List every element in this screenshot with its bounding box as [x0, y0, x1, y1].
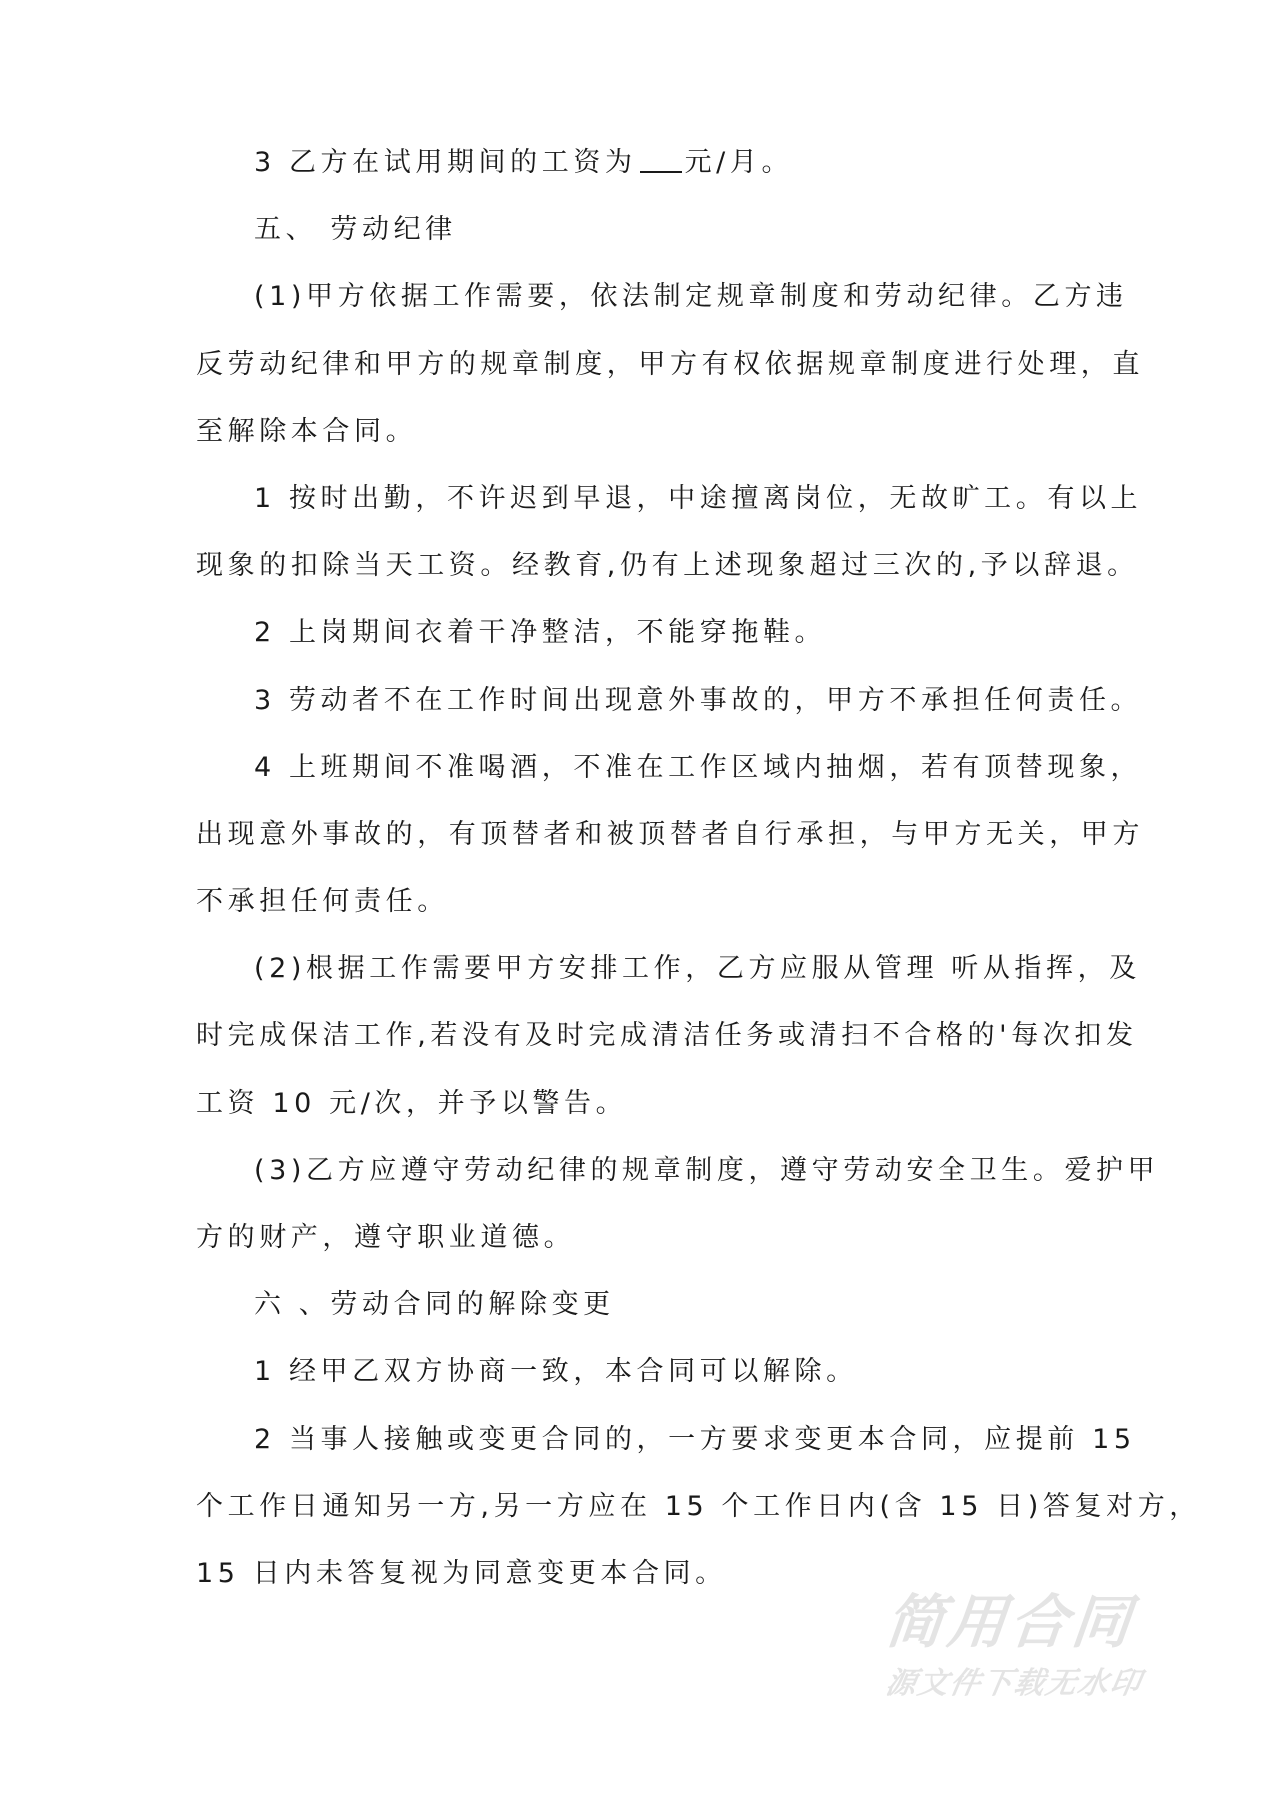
probation-salary-line — [196, 138, 1096, 205]
paragraph-line: 至解除本合同。 — [196, 415, 418, 447]
paragraph-line: 反劳动纪律和甲方的规章制度，甲方有权依据规章制度进行处理，直 — [196, 348, 1144, 380]
paragraph-line: 1 经甲乙双方协商一致，本合同可以解除。 — [254, 1356, 858, 1388]
line-text: 3 乙方在试用期间的工资为 — [254, 147, 637, 178]
paragraph-line: 15 日内未答复视为同意变更本合同。 — [196, 1557, 727, 1589]
watermark — [882, 1588, 1186, 1706]
document-body — [196, 138, 1201, 1616]
paragraph-line: 1 按时出勤，不许迟到早退，中途擅离岗位，无故旷工。有以上 — [254, 482, 1143, 514]
paragraph-line: 2 上岗期间衣着干净整洁，不能穿拖鞋。 — [254, 617, 827, 649]
paragraph-line: (3)乙方应遵守劳动纪律的规章制度，遵守劳动安全卫生。爱护甲 — [254, 1154, 1160, 1186]
paragraph-line: 4 上班期间不准喝酒，不准在工作区域内抽烟，若有顶替现象， — [254, 751, 1143, 783]
paragraph-line: 个工作日通知另一方,另一方应在 15 个工作日内(含 15 日)答复对方， — [196, 1490, 1201, 1522]
paragraph-line: (1)甲方依据工作需要，依法制定规章制度和劳动纪律。乙方违 — [254, 281, 1128, 313]
paragraph-line: 出现意外事故的，有顶替者和被顶替者自行承担，与甲方无关，甲方 — [196, 818, 1144, 850]
paragraph-line: (2)根据工作需要甲方安排工作，乙方应服从管理 听从指挥，及 — [254, 953, 1141, 985]
section-heading-labor-discipline: 五、 劳动纪律 — [254, 214, 457, 246]
watermark-subtitle: 源文件下载无水印 — [883, 1666, 1146, 1701]
line-text: 元/月。 — [684, 147, 794, 178]
watermark-title: 简用合同 — [882, 1588, 1138, 1656]
paragraph-line: 2 当事人接触或变更合同的，一方要求变更本合同，应提前 15 — [254, 1423, 1136, 1455]
section-heading-contract-termination: 六 、劳动合同的解除变更 — [254, 1289, 615, 1321]
paragraph-line: 现象的扣除当天工资。经教育,仍有上述现象超过三次的,予以辞退。 — [196, 550, 1139, 582]
paragraph-line: 3 劳动者不在工作时间出现意外事故的，甲方不承担任何责任。 — [254, 684, 1143, 716]
salary-blank-field — [640, 143, 682, 173]
paragraph-line: 工资 10 元/次，并予以警告。 — [196, 1087, 628, 1119]
paragraph-line: 不承担任何责任。 — [196, 886, 449, 918]
paragraph-line: 方的财产，遵守职业道德。 — [196, 1222, 576, 1253]
paragraph-line: 时完成保洁工作,若没有及时完成清洁任务或清扫不合格的'每次扣发 — [196, 1020, 1138, 1052]
